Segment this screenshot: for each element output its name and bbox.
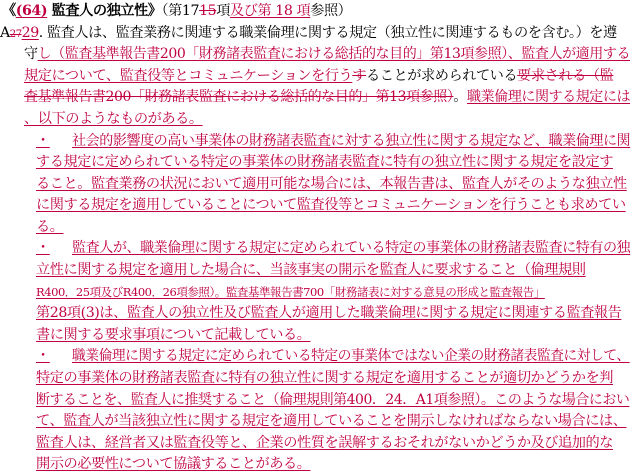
para-label-inserted: 29 bbox=[21, 24, 39, 41]
bullet-3-line-5: 監査人は、経営者又は監査役等と、企業の性質を誤解するおそれがないかどうか及び追加的な bbox=[36, 434, 613, 451]
para-line-4 bbox=[24, 87, 630, 109]
bullet-1-line-5: る。 bbox=[36, 218, 64, 235]
heading-ref-suffix: 参照） bbox=[310, 2, 352, 19]
para-text-3-deleted-2: 要求される（監 bbox=[517, 67, 614, 84]
heading-open: 《 bbox=[2, 2, 16, 19]
bullet-3-line-2: 特定の事業体の財務諸表監査に特有の独立性に関する規定を適用することが適切かどうかを判 bbox=[36, 370, 613, 387]
bullet-1-line-4: に関する規定を適用していることについて監査役等とコミュニケーションを行うことも求めてい bbox=[36, 197, 626, 214]
para-text-5-inserted: 、以下のようなものがある。 bbox=[24, 110, 203, 127]
para-line-3 bbox=[24, 66, 613, 88]
para-text-3-inserted: 規定について、監査役等とコミュニケーションを行う bbox=[24, 67, 353, 84]
para-line-1 bbox=[0, 23, 617, 45]
bullet-2-line-2: 立性に関する規定を適用した場合に、当該事実の開示を監査人に要求すること（倫理規則 bbox=[36, 262, 586, 279]
bullet-3-line-1: 職業倫理に関する規定に定められている特定の事業体ではない企業の財務諸表監査に対して、 bbox=[72, 348, 630, 365]
bullet-2-marker: ・ bbox=[36, 240, 50, 257]
para-label: A bbox=[0, 24, 10, 41]
bullet-2-line-1: 監査人が、職業倫理に関する規定に定められている特定の事業体の財務諸表監査に特有の独 bbox=[72, 240, 631, 257]
heading-title: 監査人の独立性》 bbox=[47, 2, 162, 19]
bullet-3-line-3: 断することを、監査人に推奨すること（倫理規則第400．24．A1項参照）。このような場合におい bbox=[36, 391, 630, 408]
bullet-1-line-3: ること。監査業務の状況において適用可能な場合には、本報告書は、監査人がそのような独立性 bbox=[36, 175, 627, 192]
heading-ref-mid: 項 bbox=[216, 2, 230, 19]
bullet-1-marker: ・ bbox=[36, 132, 50, 149]
para-text-4-inserted: 職業倫理に関する規定には bbox=[467, 89, 631, 106]
section-heading bbox=[2, 1, 351, 23]
para-line-2 bbox=[24, 44, 630, 66]
heading-ref-deleted: 15 bbox=[199, 2, 217, 19]
heading-ref-old: 17 bbox=[181, 2, 200, 19]
bullet-1-line-2: する規定に定められている特定の事業体の財務諸表監査に特有の独立性に関する規定を設定す bbox=[36, 154, 613, 171]
para-text-2-inserted: し（監査基準報告書200「財務諸表監査における総括的な目的」第13項参照）、監査人が適用する bbox=[37, 46, 631, 63]
para-line-5 bbox=[24, 109, 203, 131]
para-text-2a: 守 bbox=[24, 46, 38, 63]
para-text-4-deleted: 査基準報告書200「財務諸表監査における総括的な目的」第13項参照） bbox=[24, 89, 454, 106]
para-text-3b: ることが求められている bbox=[366, 67, 518, 84]
para-text-1: . 監査人は、監査業務に関連する職業倫理に関する規定（独立性に関連するものを含む。）を遵 bbox=[38, 24, 617, 41]
para-text-4b: 。 bbox=[453, 89, 468, 106]
para-text-3-deleted: す bbox=[352, 67, 367, 84]
bullet-1-line-1: 社会的影響度の高い事業体の財務諸表監査に対する独立性に関する規定など、職業倫理に関 bbox=[72, 132, 631, 149]
bullet-2-line-3: R400．25項及びR400．26項参照）。監査基準報告書700「財務諸表に対する意見の形成と監査報告」 bbox=[36, 284, 545, 299]
bullet-3-line-4: て、監査人が当該独立性に関する規定を適用していることを開示しなければならない場合には、 bbox=[36, 413, 627, 430]
heading-ref-inserted: 及び第 18 項 bbox=[229, 2, 311, 19]
bullet-2-line-4: 第28項(3)は、監査人の独立性及び監査人が適用した職業倫理に関する規定に関連する監査報告 bbox=[36, 305, 622, 322]
heading-ref-prefix: （第 bbox=[161, 2, 182, 19]
bullet-3-line-6: 開示の必要性について協議することがある。 bbox=[36, 456, 311, 473]
bullet-3-marker: ・ bbox=[36, 348, 50, 365]
bullet-2-line-5: 書に関する要求事項について記載している。 bbox=[36, 326, 311, 343]
heading-number-inserted: (64) bbox=[15, 2, 48, 19]
para-label-deleted: 27 bbox=[9, 28, 22, 40]
